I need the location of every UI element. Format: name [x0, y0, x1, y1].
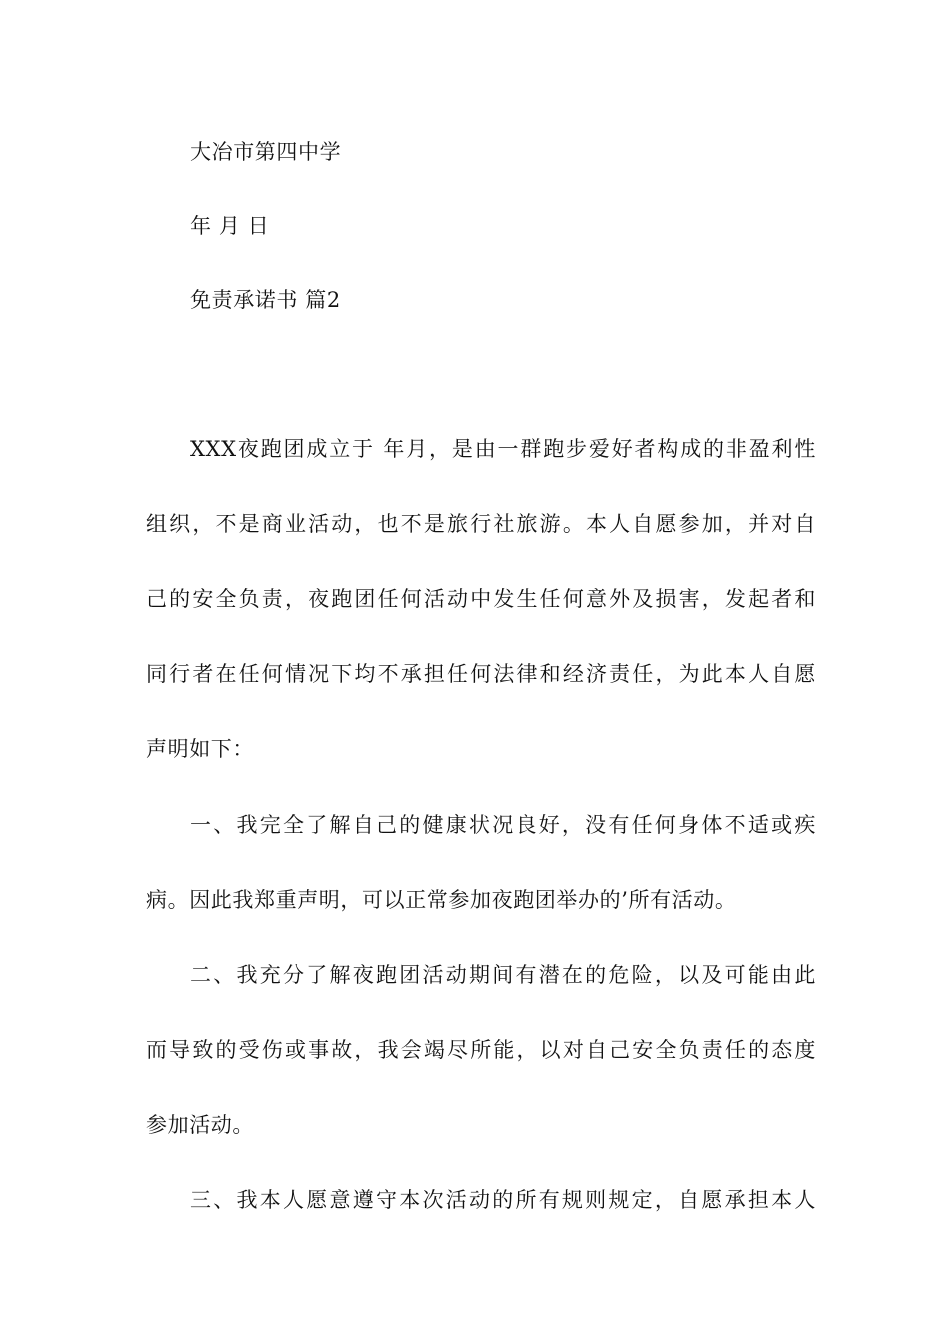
date-line: 年 月 日 [190, 214, 270, 238]
school-name: 大冶市第四中学 [190, 140, 342, 164]
paragraph-line: 组织，不是商业活动，也不是旅行社旅游。本人自愿参加，并对自 [146, 512, 816, 536]
paragraph-line: 二、我充分了解夜跑团活动期间有潜在的危险，以及可能由此 [190, 963, 816, 987]
paragraph-line: 一、我完全了解自己的健康状况良好，没有任何身体不适或疾 [190, 813, 816, 837]
paragraph-line: 病。因此我郑重声明，可以正常参加夜跑团举办的’所有活动。 [146, 888, 737, 912]
paragraph-line: XXX夜跑团成立于 年月，是由一群跑步爱好者构成的非盈利性 [190, 437, 816, 461]
paragraph-line: 三、我本人愿意遵守本次活动的所有规则规定，自愿承担本人 [190, 1188, 816, 1212]
section-title: 免责承诺书 篇2 [190, 288, 341, 312]
paragraph-line: 己的安全负责，夜跑团任何活动中发生任何意外及损害，发起者和 [146, 587, 816, 611]
paragraph-line: 声明如下： [146, 737, 254, 761]
paragraph-line: 而导致的受伤或事故，我会竭尽所能，以对自己安全负责任的态度 [146, 1038, 816, 1062]
paragraph-line: 同行者在任何情况下均不承担任何法律和经济责任，为此本人自愿 [146, 662, 816, 686]
paragraph-line: 参加活动。 [146, 1113, 254, 1137]
